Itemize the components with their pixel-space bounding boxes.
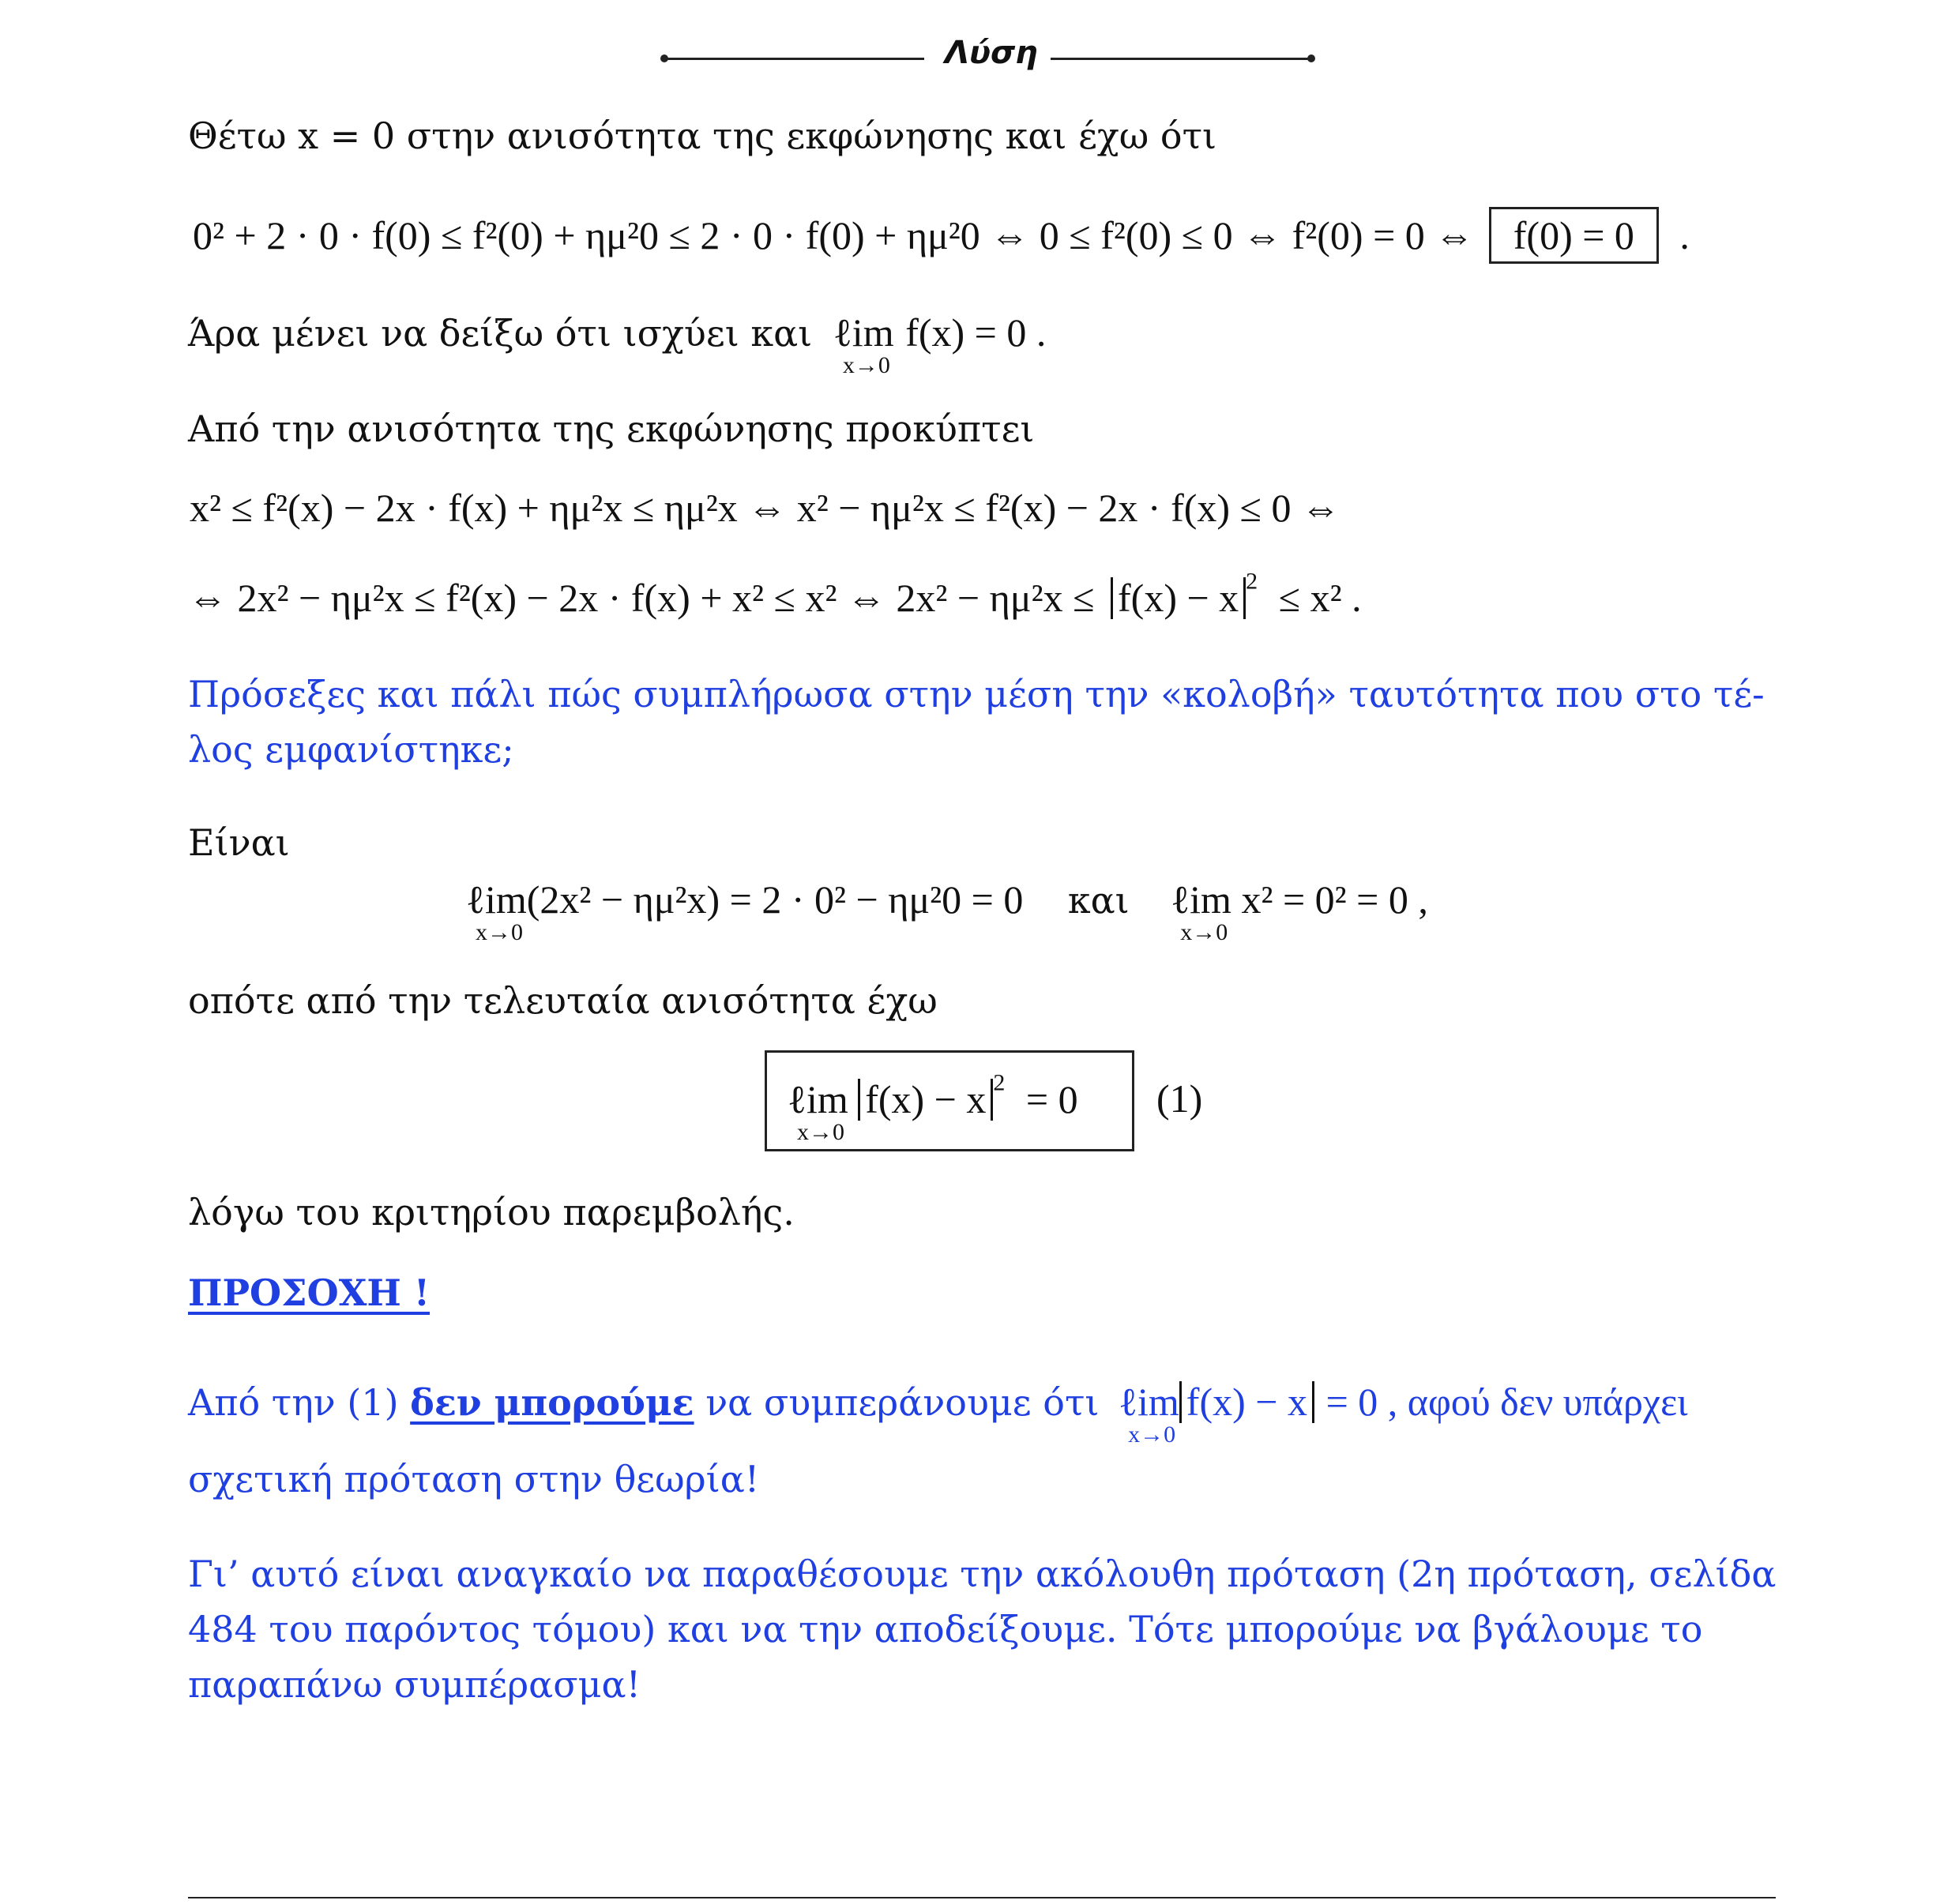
equation-limits-and: και bbox=[1067, 879, 1130, 922]
equation-inequality-2-left: ⇔ 2x² − ημ²x ≤ f²(x) − 2x · f(x) + x² ≤ x² ⇔ 2x² − ημ²x ≤ bbox=[188, 576, 1095, 620]
note-cannot-bold: δεν μπορούμε bbox=[410, 1381, 694, 1424]
equation-f0-main: 0² + 2 · 0 · f(0) ≤ f²(0) + ημ²0 ≤ 2 · 0 · f(0) + ημ²0 ⇔ 0 ≤ f²(0) ≤ 0 ⇔ f²(0) = 0 ⇔ bbox=[193, 213, 1475, 257]
header-dot-right bbox=[1307, 54, 1315, 62]
bracket-exponent: 2 bbox=[1246, 568, 1258, 595]
header-rule-right bbox=[1051, 58, 1311, 60]
paragraph-remains bbox=[188, 310, 1047, 378]
equation-inequality-2-right: ≤ x² . bbox=[1278, 576, 1362, 620]
limit-operator-left: ℓim x→0 bbox=[466, 877, 527, 945]
header-dot-left bbox=[660, 54, 668, 62]
header-rule-left bbox=[664, 58, 924, 60]
bracket-expression-boxed: f(x) − x bbox=[858, 1079, 993, 1121]
limit-operator-note: ℓim x→0 bbox=[1119, 1380, 1179, 1448]
bracket-expression: f(x) − x bbox=[1111, 577, 1246, 619]
footer-rule bbox=[188, 1897, 1776, 1898]
equation-f0 bbox=[193, 207, 1690, 264]
note-cannot-pre: Από την (1) bbox=[188, 1381, 399, 1424]
paragraph-intro: Θέτω x = 0 στην ανισότητα της εκφώνησης και έχω ότι bbox=[188, 115, 1217, 157]
bracket-exponent-boxed: 2 bbox=[993, 1069, 1006, 1096]
note-proposition-line1: Γι’ αυτό είναι αναγκαίο να παραθέσουμε την ακόλουθη πρόταση (2η πρόταση, σελίδα bbox=[188, 1553, 1777, 1595]
paragraph-it-is: Είναι bbox=[188, 821, 290, 864]
paragraph-inequality: Από την ανισότητα της εκφώνησης προκύπτει bbox=[188, 407, 1035, 450]
note-identity-line2: λος εμφανίστηκε; bbox=[188, 728, 514, 771]
limit-operator-boxed: ℓim x→0 bbox=[788, 1077, 848, 1145]
note-proposition-line3: παραπάνω συμπέρασμα! bbox=[188, 1663, 641, 1706]
equation-limits-left: (2x² − ημ²x) = 2 · 0² − ημ²0 = 0 bbox=[526, 877, 1024, 922]
paragraph-remains-text: Άρα μένει να δείξω ότι ισχύει και bbox=[188, 312, 813, 355]
equation-inequality-2 bbox=[188, 568, 1362, 621]
equation-f0-end: . bbox=[1679, 213, 1690, 257]
paragraph-squeeze: λόγω του κριτηρίου παρεμβολής. bbox=[188, 1191, 795, 1234]
limit-expression: f(x) = 0 . bbox=[905, 310, 1047, 355]
note-identity-line1: Πρόσεξες και πάλι πώς συμπλήρωσα στην μέση την «κολοβή» ταυτότητα που στο τέ- bbox=[188, 673, 1765, 715]
equation-limits-right: x² = 0² = 0 , bbox=[1241, 877, 1428, 922]
bracket-expression-note: f(x) − x bbox=[1179, 1381, 1314, 1423]
boxed-rhs: = 0 bbox=[1025, 1077, 1078, 1121]
limit-operator: ℓim x→0 bbox=[833, 310, 894, 378]
limit-operator-right: ℓim x→0 bbox=[1171, 877, 1231, 945]
boxed-result-f0: f(0) = 0 bbox=[1489, 207, 1659, 264]
boxed-limit-equation bbox=[765, 1050, 1134, 1151]
note-cannot-conclude bbox=[188, 1379, 1688, 1448]
equation-inequality-1: x² ≤ f²(x) − 2x · f(x) + ημ²x ≤ ημ²x ⇔ x² − ημ²x ≤ f²(x) − 2x · f(x) ≤ 0 ⇔ bbox=[190, 486, 1340, 530]
attention-heading: ΠΡΟΣΟΧΗ ! bbox=[188, 1271, 431, 1314]
equation-label-1: (1) bbox=[1156, 1076, 1203, 1121]
note-proposition-line2: 484 του παρόντος τόμου) και να την αποδείξουμε. Τότε μπορούμε να βγάλουμε το bbox=[188, 1608, 1703, 1651]
equation-limits bbox=[466, 877, 1428, 945]
paragraph-therefore: οπότε από την τελευταία ανισότητα έχω bbox=[188, 979, 938, 1022]
note-cannot-mid: να συμπεράνουμε ότι bbox=[705, 1381, 1100, 1424]
header-title: Λύση bbox=[945, 35, 1038, 71]
note-cannot-post: = 0 , αφού δεν υπάρχει bbox=[1325, 1380, 1688, 1424]
note-cannot-line2: σχετική πρόταση στην θεωρία! bbox=[188, 1458, 760, 1500]
